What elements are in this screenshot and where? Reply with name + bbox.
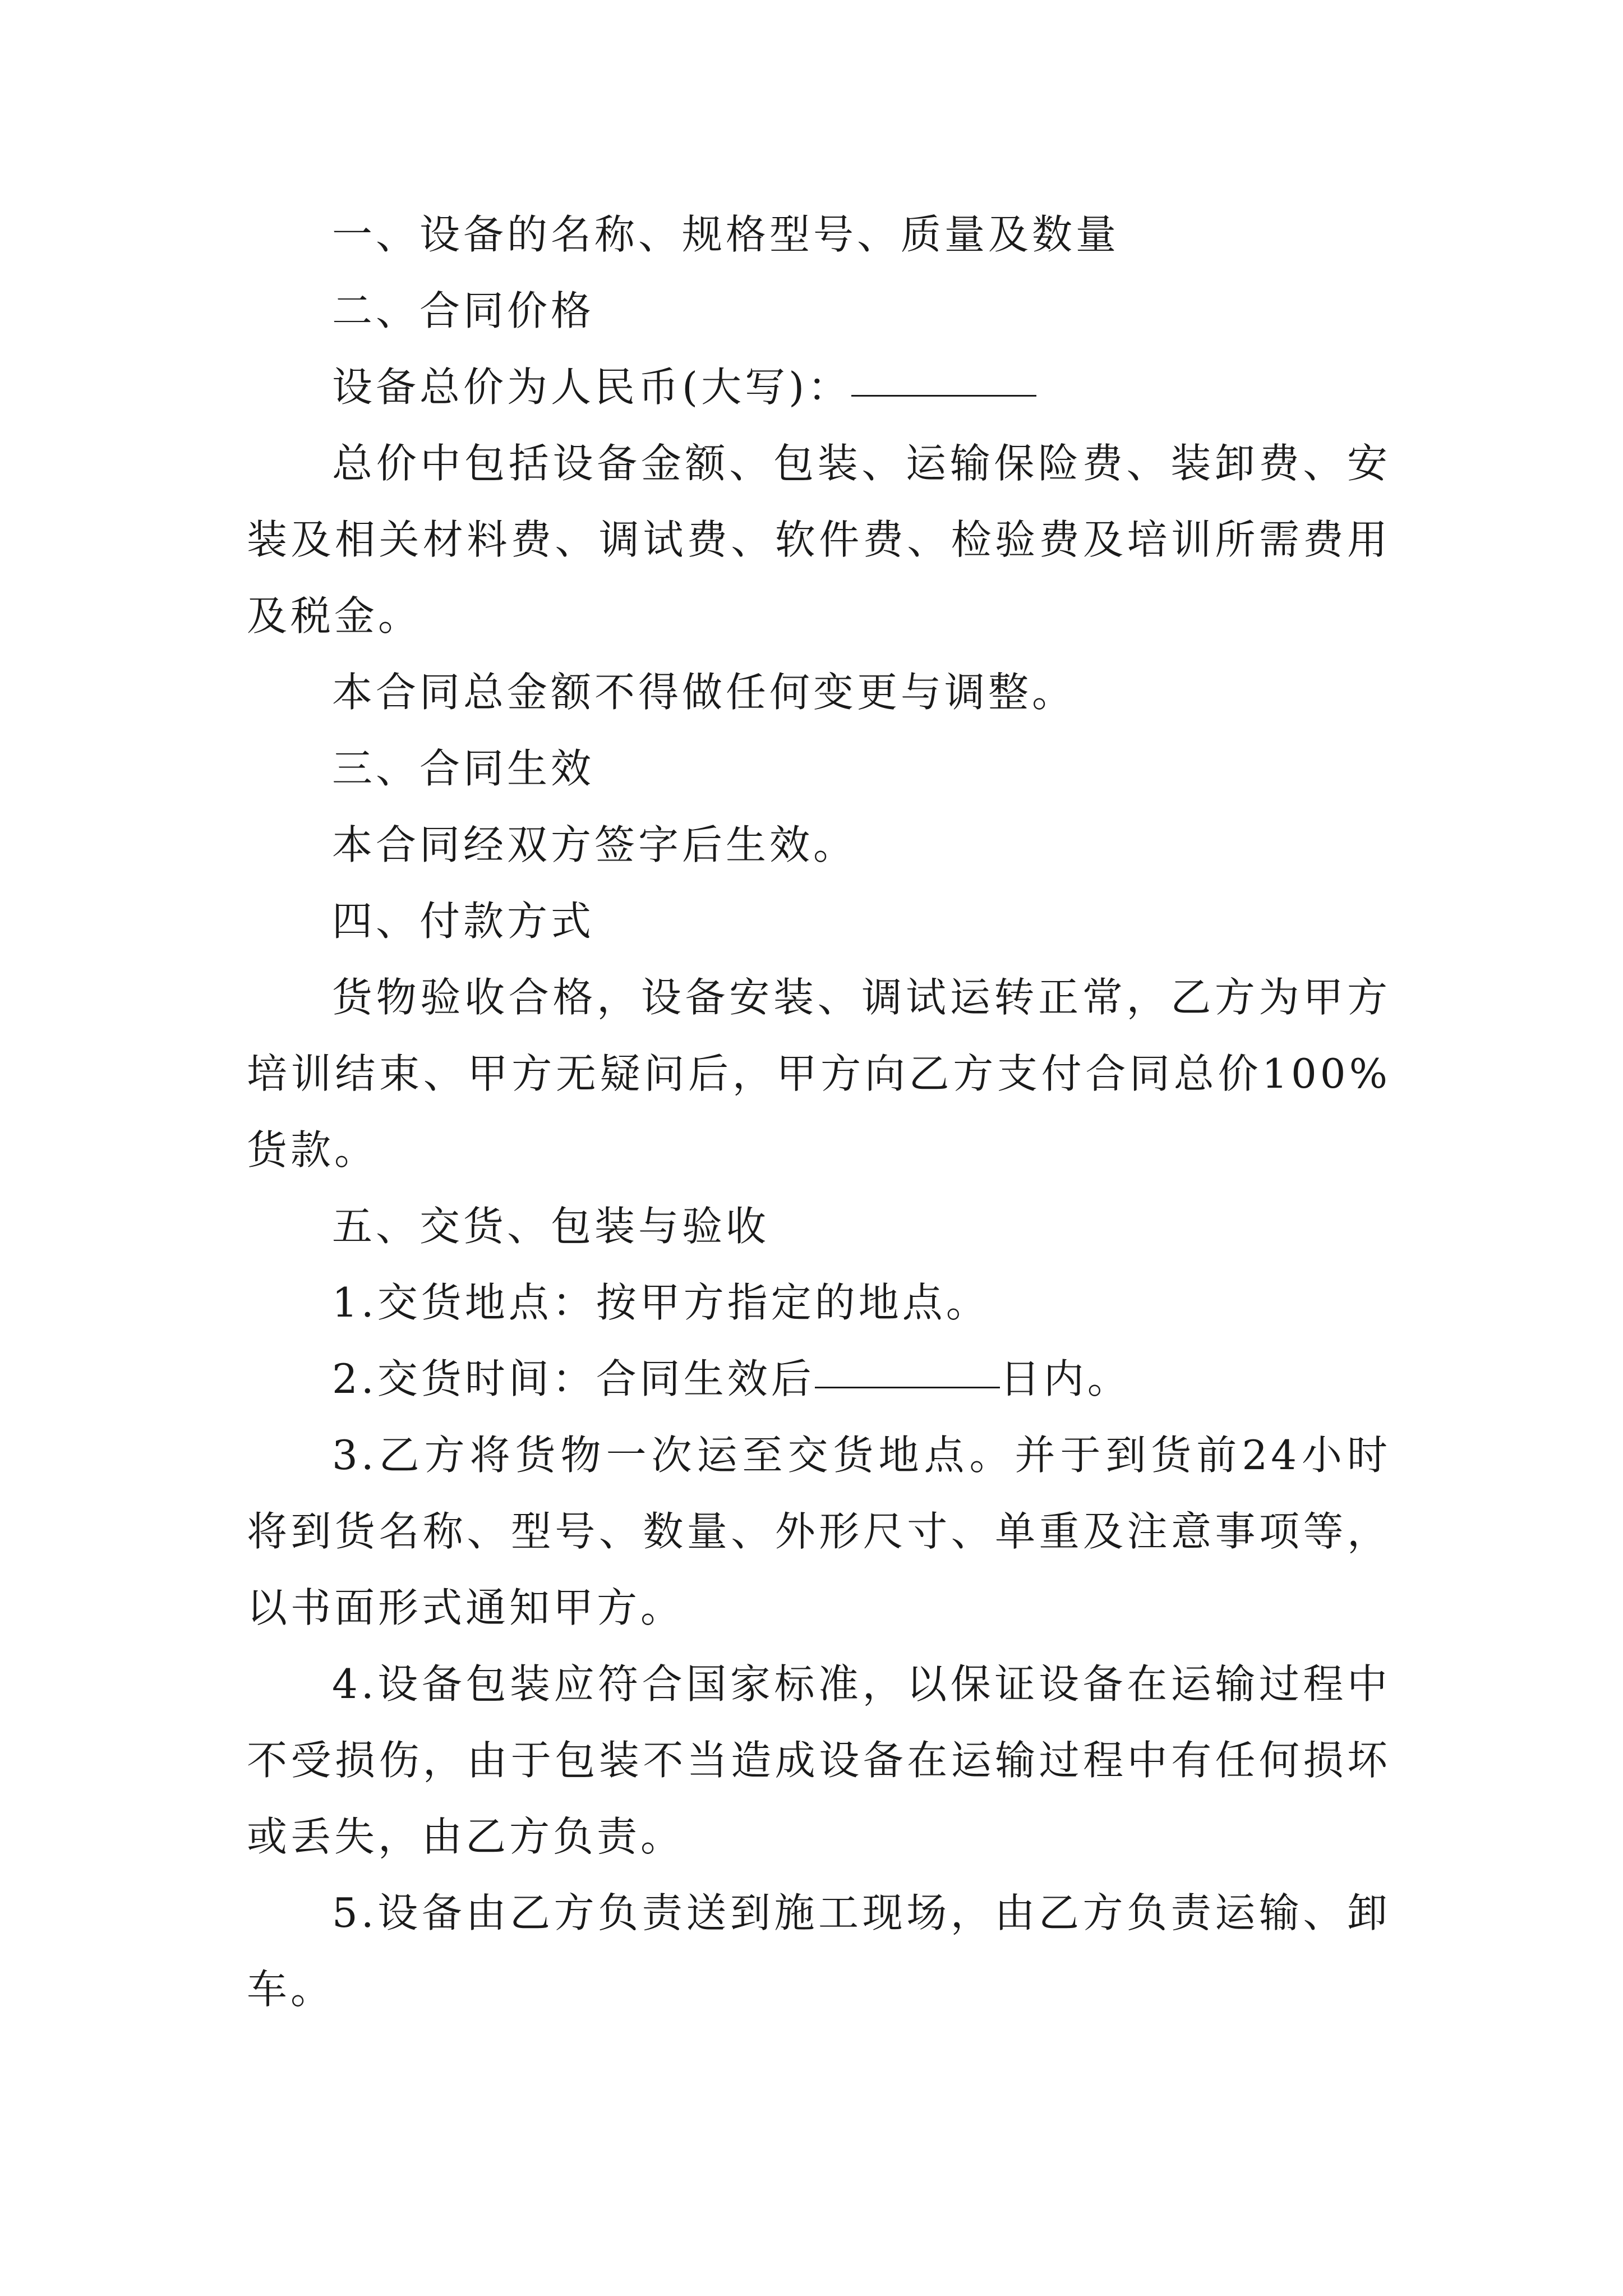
delivery-time-label: 2.交货时间：合同生效后 bbox=[332, 1355, 815, 1402]
effect-paragraph: 本合同经双方签字后生效。 bbox=[332, 821, 857, 868]
delivery-place-item: 1.交货地点：按甲方指定的地点。 bbox=[332, 1279, 990, 1326]
packaging-item: 4.设备包装应符合国家标准，以保证设备在运输过程中不受损伤，由于包装不当造成设备在运输过程中有任何损坏或丢失，由乙方负责。 bbox=[247, 1660, 1391, 1860]
total-price-blank bbox=[851, 350, 1036, 397]
delivery-notice-item: 3.乙方将货物一次运至交货地点。并于到货前24小时将到货名称、型号、数量、外形尺寸、单重及注意事项等，以书面形式通知甲方。 bbox=[247, 1432, 1391, 1631]
delivery-time-item bbox=[247, 1341, 1391, 1417]
heading-equipment: 一、设备的名称、规格型号、质量及数量 bbox=[332, 211, 1120, 258]
delivery-days-blank bbox=[815, 1342, 1000, 1388]
heading-effect: 三、合同生效 bbox=[332, 745, 595, 792]
payment-paragraph: 货物验收合格，设备安装、调试运转正常，乙方为甲方培训结束、甲方无疑问后，甲方向乙方支付合同总价100%货款。 bbox=[247, 974, 1391, 1174]
price-includes-paragraph: 总价中包括设备金额、包装、运输保险费、装卸费、安装及相关材料费、调试费、软件费、检验费及培训所需费用及税金。 bbox=[247, 440, 1391, 639]
delivery-time-suffix: 日内。 bbox=[999, 1355, 1131, 1402]
contract-body bbox=[247, 196, 1391, 2027]
heading-price: 二、合同价格 bbox=[332, 287, 595, 334]
heading-payment: 四、付款方式 bbox=[332, 898, 595, 945]
total-price-label: 设备总价为人民币(大写)： bbox=[332, 364, 852, 411]
total-price-line bbox=[247, 349, 1391, 425]
heading-delivery: 五、交货、包装与验收 bbox=[332, 1203, 770, 1250]
no-change-paragraph: 本合同总金额不得做任何变更与调整。 bbox=[332, 669, 1076, 716]
site-delivery-item: 5.设备由乙方负责送到施工现场，由乙方负责运输、卸车。 bbox=[247, 1889, 1391, 2013]
